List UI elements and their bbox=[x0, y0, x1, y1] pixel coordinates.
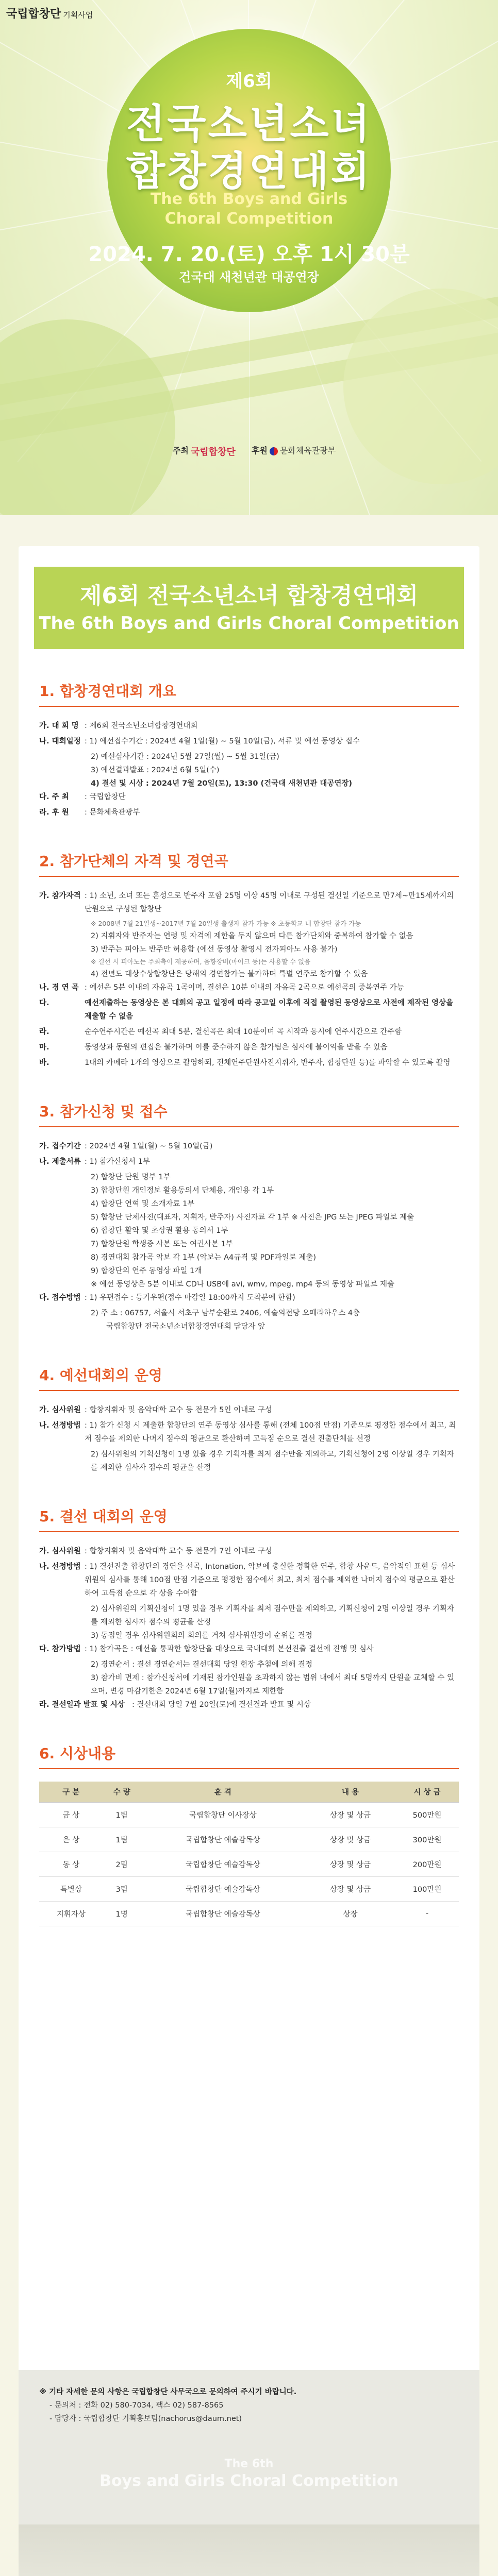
content-panel bbox=[19, 546, 479, 2535]
section-awards: 6. 시상내용 구 분 수 량 훈 격 내 용 시 상 금 금 상 1팀 국립합창단 이사장상 상장 및 상금 500만원 은 상 1팀 국립합창단 예술감독상 상장 및 상금 300만원 동 상 2팀 국립합창단 예술감독상 상장 및 상금 200만원 특별상 3팀 국립합창단 예술감독상 상장 및 상금 100만원 지휘자상 1명 국립합창단 예술감독상 상장 - bbox=[39, 1742, 459, 1926]
table-row: 지휘자상 1명 국립합창단 예술감독상 상장 - bbox=[39, 1901, 459, 1926]
hill-decoration bbox=[0, 319, 175, 515]
title-line-2: 합창경연대회 bbox=[126, 148, 372, 195]
event-date: 2024. 7. 20.(토) 오후 1시 30분 bbox=[88, 243, 410, 266]
contact-email: - 담당자 : 국립합창단 기획홍보팀(nachorus@daum.net) bbox=[49, 2415, 242, 2423]
org-logo: 국립합창단 기획사업 bbox=[6, 8, 93, 21]
table-row: 동 상 2팀 국립합창단 예술감독상 상장 및 상금 200만원 bbox=[39, 1852, 459, 1876]
table-row: 특별상 3팀 국립합창단 예술감독상 상장 및 상금 100만원 bbox=[39, 1876, 459, 1901]
table-row: 금 상 1팀 국립합창단 이사장상 상장 및 상금 500만원 bbox=[39, 1802, 459, 1827]
host-logo: 국립합창단 bbox=[190, 446, 236, 457]
title-line-1: 전국소년소녀 bbox=[126, 101, 372, 147]
footer bbox=[19, 2524, 479, 2576]
ministry-emblem-icon bbox=[270, 447, 278, 455]
section-overview: 1. 합창경연대회 개요 가. 대 회 명 : 제6회 전국소년소녀합창경연대회 나. 대회일정 : 1) 예선접수기간 : 2024년 4월 1일(월) ~ 5월 10일(금), 서류 및 예선 동영상 접수 2) 예선심사기간 : 2024년 5월 27일(월) ~ 5월 31일(금) 3) 예선결과발표 : 2024년 6월 5일(수) 4) 결선 및 시상 : 2024년 7월 20일(토), 13:30 (건국대 새천년관 대공연장) 다. 주 최 : 국립합창단 라. 후 원 : 문화체육관광부 bbox=[39, 680, 459, 819]
panel-header: 제6회 전국소년소녀 합창경연대회 The 6th Boys and Girls Choral Competition bbox=[34, 567, 464, 649]
faded-edition: The 6th bbox=[224, 2458, 274, 2470]
english-title: The 6th Boys and Girls Choral Competition bbox=[150, 190, 348, 228]
awards-table: 구 분 수 량 훈 격 내 용 시 상 금 금 상 1팀 국립합창단 이사장상 상장 및 상금 500만원 은 상 1팀 국립합창단 예술감독상 상장 및 상금 300만원 동 상 2팀 국립합창단 예술감독상 상장 및 상금 200만원 특별상 3팀 국립합창단 예술감독상 상장 및 상금 100만원 지휘자상 1명 국립합창단 예술감독상 상장 - bbox=[39, 1782, 459, 1926]
poster bbox=[0, 0, 498, 515]
contact-box: ※ 기타 자세한 문의 사항은 국립합창단 사무국으로 문의하여 주시기 바랍니다. - 문의처 : 전화 02) 580-7034, 팩스 02) 587-8565 - 담당자 : 국립합창단 기획홍보팀(nachorus@daum.net) The 6th Boys and Girls Choral Competition bbox=[19, 2370, 479, 2524]
section-application: 3. 참가신청 및 접수 가. 접수기간 : 2024년 4월 1일(월) ~ 5월 10일(금) 나. 제출서류 : 1) 참가신청서 1부 2) 합창단 단원 명부 1부 3) 합창단원 개인정보 활용동의서 단체용, 개인용 각 1부 4) 합창단 연혁 및 소개자료 1부 5) 합창단 단체사진(대표자, 지휘자, 반주자) 사진자료 각 1부 ※ 사진은 JPG 또는 JPEG 파일로 제출 6) 합창단 활약 및 초상권 활용 동의서 1부 7) 합창단원 학생증 사본 또는 여권사본 1부 8) 경연대회 참가곡 악보 각 1부 (악보는 A4규격 및 PDF파일로 제출) 9) 합창단의 연주 동영상 파일 1개 ※ 예선 동영상은 5분 이내로 CD나 USB에 avi, wmv, mpeg, mp4 등의 동영상 파일로 제출 다. 접수방법 : 1) 우편접수 : 등기우편(접수 마감일 18:00까지 도착분에 한함) 2) 주 소 : 06757, 서울시 서초구 남부순환로 2406, 예술의전당 오페라하우스 4층 국립합창단 전국소년소녀합창경연대회 담당자 앞 bbox=[39, 1100, 459, 1333]
faded-title: Boys and Girls Choral Competition bbox=[99, 2472, 399, 2490]
table-row: 은 상 1팀 국립합창단 예술감독상 상장 및 상금 300만원 bbox=[39, 1827, 459, 1852]
section-final: 5. 결선 대회의 운영 가. 심사위원 : 합창지휘자 및 음악대학 교수 등 전문가 7인 이내로 구성 나. 선정방법 : 1) 결선진출 합창단의 경연을 선곡, Intonation, 악보에 충실한 정확한 연주, 합창 사운드, 음악적인 표현 등 심사위원의 심사를 통해 100점 만점 기준으로 평정한 점수에서 최고, 최저 점수를 제외한 나머지 점수의 평균으로 환산하여 고득점 순으로 각 상을 수여함 2) 심사위원의 기획신청이 1명 있을 경우 기획자를 최저 점수만을 제외하고, 기획신청이 2명 이상일 경우 기획자를 제외한 심사자 점수의 평균을 산정 3) 동점일 경우 심사위원회의 회의를 거쳐 심사위원장이 순위를 결정 다. 참가방법 : 1) 참가곡은 : 예선을 통과한 합창단을 대상으로 국내대회 본선진출 결선에 진행 및 심사 2) 경연순서 : 결선 경연순서는 결선대회 당일 현장 추첨에 의해 결정 3) 참가비 면제 : 참가신청서에 기재된 참가인원을 초과하지 않는 범위 내에서 최대 5명까지 단원을 교체할 수 있으며, 변경 마감기한은 2024년 6월 17일(월)까지로 제한함 라. 결선일과 발표 및 시상 : 결선대회 당일 7월 20일(토)에 결선결과 발표 및 시상 bbox=[39, 1505, 459, 1711]
section-qualification: 2. 참가단체의 자격 및 경연곡 가. 참가자격 : 1) 소년, 소녀 또는 혼성으로 반주자 포함 25명 이상 45명 이내로 구성된 결선일 기준으로 만7세~만15세까지의 단원으로 구성된 합창단 ※ 2008년 7월 21일생~2017년 7월 20일생 출생자 참가 가능 ※ 초등학교 내 합창단 참가 가능 2) 지휘자와 반주자는 연령 및 자격에 제한을 두지 않으며 다른 참가단체와 중복하여 참가할 수 없음 3) 반주는 피아노 반주만 허용함 (예선 동영상 촬영시 전자피아노 사용 불가) ※ 결선 시 피아노는 주최측이 제공하며, 음향장비(마이크 등)는 사용할 수 없음 4) 전년도 대상수상합창단은 당해의 경연참가는 불가하며 특별 연주로 참가할 수 있음 나. 경 연 곡 : 예선은 5분 이내의 자유곡 1곡이며, 결선은 10분 이내의 자유곡 2곡으로 예선곡의 중복연주 가능 다. 예선제출하는 동영상은 본 대회의 공고 일정에 따라 공고일 이후에 직접 촬영된 동영상으로 사전에 제작된 영상을 제출할 수 없음 라. 순수연주시간은 예선곡 최대 5분, 결선곡은 최대 10분이며 곡 시작과 동시에 연주시간으로 간주함 마. 동영상과 동원의 편집은 불가하며 이를 준수하지 않은 참가팀은 심사에 불이익을 받을 수 있음 바. 1대의 카메라 1개의 영상으로 촬영하되, 전체연주단원사진지휘자, 반주자, 합창단원 등)를 파악할 수 있도록 촬영 bbox=[39, 850, 459, 1070]
edition-label: 제6회 bbox=[226, 71, 272, 92]
section-preliminary: 4. 예선대회의 운영 가. 심사위원 : 합창지휘자 및 음악대학 교수 등 전문가 5인 이내로 구성 나. 선정방법 : 1) 참가 신청 시 제출한 합창단의 연주 동영상 심사를 통해 (전체 100점 만점) 기준으로 평정한 점수에서 최고, 최저 점수를 제외한 나머지 점수의 평균으로 환산하여 고득점 순으로 결선 진출단체를 선정 2) 심사위원의 기획신청이 1명 있을 경우 기획자를 최저 점수만을 제외하고, 기획신청이 2명 이상일 경우 기획자를 제외한 심사자 점수의 평균을 산정 bbox=[39, 1364, 459, 1475]
event-venue: 건국대 새천년관 대공연장 bbox=[179, 270, 319, 284]
hosts-bar: 주최 국립합창단 후원 문화체육관광부 bbox=[0, 444, 498, 458]
